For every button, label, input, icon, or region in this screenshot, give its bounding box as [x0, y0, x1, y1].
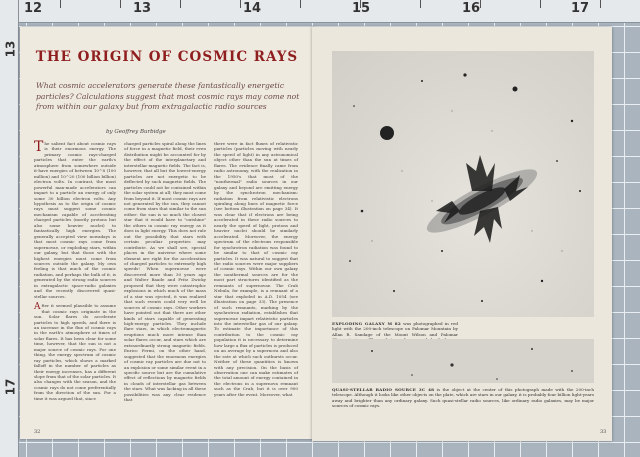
body-paragraph: fter it seemed plausible to assume that cosmic rays originate in the sun. Solar flares do accelerate particles to high speeds, and there is an increase in the flux of cosmic rays in the earth's atmosphere at times of solar flares. It has been clear for some time, however, that the sun is not a major source of cosmic rays. For one thing, the energy spectrum of cosmic ray particles, which shows a marked falloff in the number of particles as their energy increases, has a different slope from that of the solar particles. It also changes with the season, and the cosmic rays do not come preferentially from the direction of the sun. For a time it was argued that, since	[34, 303, 116, 401]
ruler-number: 14	[243, 1, 262, 16]
ruler-number: 13	[3, 40, 18, 58]
article-title: THE ORIGIN OF COSMIC RAYS	[35, 49, 299, 65]
galaxy-image	[332, 51, 594, 317]
quasar-image	[332, 339, 594, 383]
caption-heading: QUASI-STELLAR RADIO SOURCE 3C 48	[332, 387, 435, 392]
right-page	[312, 27, 612, 441]
body-paragraph: there were in fact fluxes of relativistic particles (particles moving with nearly the speed of light) in any astronomical object other than the sun at times of flares. The evidence finally came from radio astronomy, with the realization in the 1950's that most of the "nonthermal" radio sources in our galaxy and beyond are emitting energy by the synchrotron mechanism: radiation from relativistic electrons spiraling along lines of magnetic force (see bottom illustration on page 34). It was clear that if electrons are being accelerated in these radio sources to nearly the speed of light, protons and heavier nuclei should be similarly accelerated. Moreover, the energy spectrum of the electrons responsible for synchrotron radiation was found to be similar to that of cosmic ray particles. It was natural to suggest that the radio sources were major suppliers of cosmic rays. Within our own galaxy the nonthermal sources are for the most part structures identified as the remnants of supernovae. The Crab Nebula, for example, is a remnant of a star that exploded in A.D. 1054 (see illustration on page 33). The presence of such remnants, marking by the synchrotron radiation, establishes that supernovae impart relativistic particles into the interstellar gas of our galaxy. To estimate the importance of this contribution to the cosmic ray population it is necessary to determine how large a flux of particles is produced on an average by a supernova and also the rate at which such outbursts occur. Neither of these quantities is known with any precision. On the basis of observation one can make estimates of the total amount of energy contained in the electrons in a supernova remnant such as the Crab, but it is over 900 years after the event. Moreover, what	[214, 141, 298, 397]
drop-cap: T	[34, 139, 44, 155]
ruler-number: 13	[133, 1, 152, 16]
body-column-1	[34, 141, 116, 425]
caption-heading: EXPLODING GALAXY M 82	[332, 321, 401, 326]
quasar-3c48-photograph	[332, 339, 594, 383]
galaxy-m82-photograph	[332, 51, 594, 317]
ruler-number: 12	[24, 1, 43, 16]
body-paragraph: he salient fact about cosmic rays is their enormous energy. The primary cosmic rays-charged particles that enter the earth's atmosphere from somewhere outside it-have energies of between 10^8 (100 million) and 10^20 (100 billion billion) electron volts. In contrast, the most powerful man-made accelerators can impart to a particle an energy of only some 30 billion electron volts. Any hypothesis as to the origin of cosmic rays must suggest some cosmic mechanism capable of accelerating charged particles (mostly protons but also some heavier nuclei) to fantastically high energies. The generally accepted view nowadays is that most cosmic rays come from supernovae, or exploding stars, within our galaxy, but that those with the highest energies must come from sources outside the galaxy. My own feeling is that much of the cosmic radiation, and perhaps the bulk of it, is generated by the strong radio sources in extragalactic space-radio galaxies and the recently discovered quasi-stellar sources.	[34, 141, 116, 299]
side-ruler	[0, 0, 19, 457]
body-column-2	[124, 141, 206, 425]
ruler-number: 17	[571, 1, 590, 16]
body-paragraph: charged particles spiral along the lines of force in a magnetic field, their even distribution might be accounted for by the effect of the interplanetary and interstellar magnetic fields. The fact is, however, that all but the lowest-energy particles are not energetic to be deflected by such magnetic fields. The particles could not be contained within the solar system at all; they must come from beyond it. If most cosmic rays are not generated by the sun, they cannot come from stars that similar to the sun either: the sun is so much the closest star that it would have to "outshine" the others in cosmic ray energy as it does in light energy. This does not rule out the possibility that stars with certain peculiar properties may contribute. As we shall see, special places in the universe where some element are right for the acceleration of charged particles to extremely high speeds! When supernovae were discovered more than 30 years ago and Walter Baade and Fritz Zwicky proposed that they were catastrophic explosions in which much of the mass of a star was ejected, it was realized that such events could very well be sources of cosmic rays. Other workers have pointed out that there are other kinds of stars capable of generating high-energy particles. They include flare stars, in which electromagnetic eruptions much more intense than solar flares occur, and stars which are extraordinarily strong magnetic fields. Enrico Fermi, on the other hand, suggested that the enormous energies of cosmic ray particles are due not to an explosion or some similar event in a specific source but are the cumulative effect of reflections by magnetic fields in clouds of interstellar gas between the stars. What was lacking in all these possibilities was any clear evidence that	[124, 141, 206, 403]
ruler-number: 15	[352, 1, 371, 16]
caption-text: is the object at the center of this photograph made with the 200-inch telescope. Although it looks like other objects on the plate, which are stars in our galaxy, it is probably four billion light-years away and brighter than any ordinary galaxy. Such quasi-stellar radio sources, like ordinary radio galaxies, may be major sources of cosmic rays.	[332, 387, 594, 409]
caption-text: was photographed in red light with the 200-inch telescope on Palomar Mountain by Allan R. Sandage of the Mount Wilson and Palomar	[332, 321, 458, 337]
ruler-number: 16	[462, 1, 481, 16]
page-number: 33	[600, 429, 607, 435]
page-number: 32	[34, 429, 41, 435]
ruler-number: 17	[3, 378, 18, 396]
left-page	[20, 27, 314, 439]
caption-3c48	[332, 387, 594, 421]
article-dek: What cosmic accelerators generate these fantastically energetic particles? Calculations suggest that most cosmic rays may come not from within our galaxy but from extragalactic radio sources	[36, 81, 300, 111]
drop-cap: A	[34, 302, 41, 313]
body-column-3	[214, 141, 298, 425]
top-ruler	[0, 0, 640, 23]
article-byline: by Geoffrey Burbidge	[106, 129, 166, 135]
caption-m82	[332, 321, 458, 339]
